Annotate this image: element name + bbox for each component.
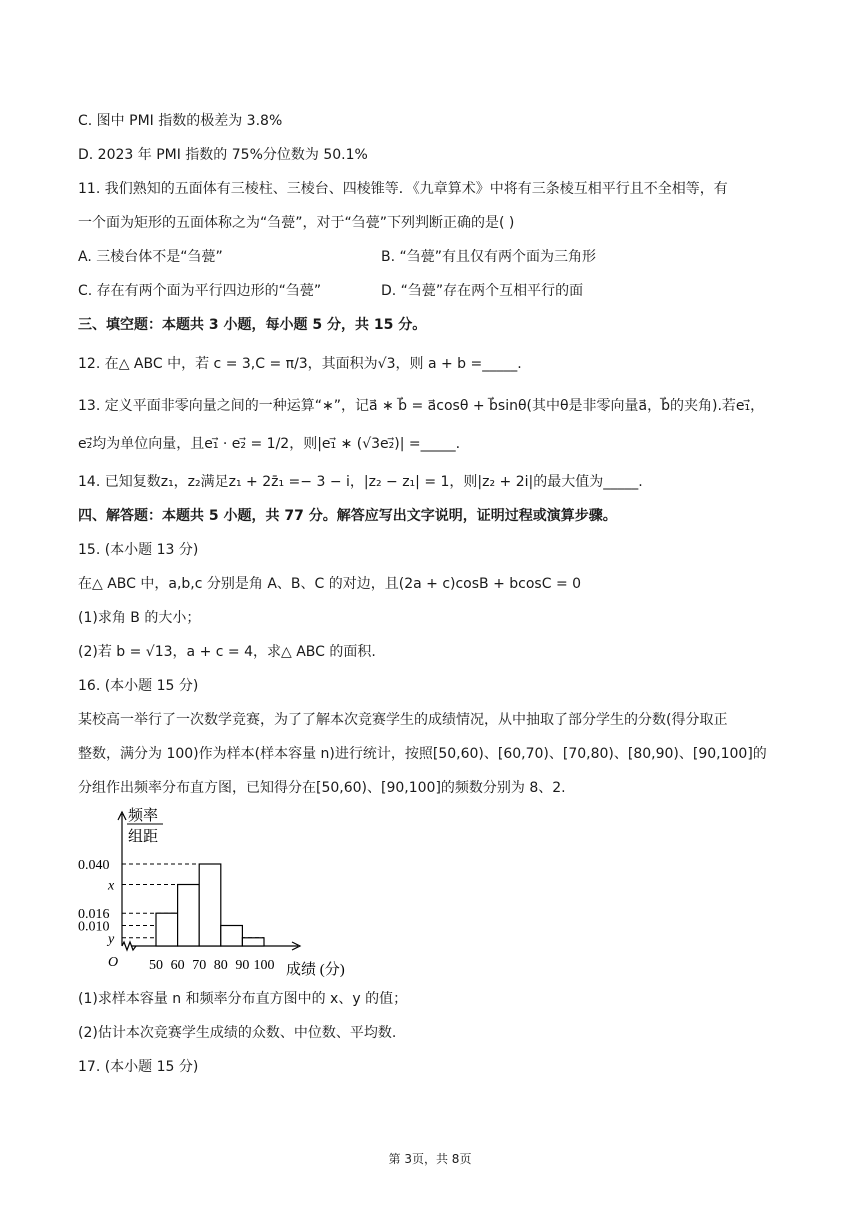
q13-line1: 13. 定义平面非零向量之间的一种运算“∗”，记a⃗ ∗ b⃗ = a⃗cosθ + b⃗sinθ(其中θ是非零向量a⃗，b⃗的夹角).若e₁⃗， xyxy=(78,398,765,414)
origin-label: O xyxy=(108,955,119,970)
histogram-bar xyxy=(178,885,200,947)
q16-stem-line1: 某校高一举行了一次数学竞赛，为了了解本次竞赛学生的成绩情况，从中抽取了部分学生的分数(得分取正 xyxy=(78,712,728,728)
q13-line2: e₂⃗均为单位向量，且e₁⃗ · e₂⃗ = 1/2，则|e₁⃗ ∗ (√3e₂⃗)| =_____. xyxy=(78,436,461,452)
q12: 12. 在△ ABC 中，若 c = 3,C = π/3，其面积为√3，则 a + b =_____. xyxy=(78,356,522,372)
section-4-heading: 四、解答题：本题共 5 小题，共 77 分。解答应写出文字说明，证明过程或演算步骤。 xyxy=(78,508,617,524)
x-tick-label: 60 xyxy=(170,958,185,973)
x-tick-label: 50 xyxy=(149,958,163,973)
q16-header: 16. (本小题 15 分) xyxy=(78,678,199,694)
histogram-bar xyxy=(156,913,178,946)
histogram-bar xyxy=(221,926,243,947)
q16-stem-line2: 整数，满分为 100)作为样本(样本容量 n)进行统计，按照[50,60)、[60,70)、[70,80)、[80,90)、[90,100]的 xyxy=(78,746,767,762)
x-tick-label: 100 xyxy=(253,958,275,973)
q11-option-d: D. “刍甍”存在两个互相平行的面 xyxy=(381,283,584,299)
x-tick-label: 90 xyxy=(235,958,250,973)
q16-stem-line3: 分组作出频率分布直方图，已知得分在[50,60)、[90,100]的频数分别为 8、2. xyxy=(78,780,566,796)
frequency-histogram xyxy=(78,806,370,978)
q11-option-b: B. “刍甍”有且仅有两个面为三角形 xyxy=(381,249,597,265)
y-label-top: 频率 xyxy=(128,808,159,824)
q15-part1: (1)求角 B 的大小； xyxy=(78,610,201,626)
histogram-bar xyxy=(199,864,221,946)
q11-option-a: A. 三棱台体不是“刍甍” xyxy=(78,249,223,265)
q16-part2: (2)估计本次竞赛学生成绩的众数、中位数、平均数. xyxy=(78,1025,397,1041)
y-tick-label: y xyxy=(108,931,115,947)
section-3-heading: 三、填空题：本题共 3 小题，每小题 5 分，共 15 分。 xyxy=(78,317,427,333)
y-tick-label: 0.040 xyxy=(78,858,110,873)
q11-line1: 11. 我们熟知的五面体有三棱柱、三棱台、四棱锥等．《九章算术》中将有三条棱互相平行且不全相等，有 xyxy=(78,181,728,197)
q16-part1: (1)求样本容量 n 和频率分布直方图中的 x、y 的值； xyxy=(78,991,408,1007)
q15-stem: 在△ ABC 中，a,b,c 分别是角 A、B、C 的对边，且(2a + c)cosB + bcosC = 0 xyxy=(78,576,582,592)
q17-header: 17. (本小题 15 分) xyxy=(78,1059,199,1075)
x-axis-label: 成绩 (分) xyxy=(286,962,345,978)
histogram-bar xyxy=(242,938,264,946)
q11-option-c: C. 存在有两个面为平行四边形的“刍甍” xyxy=(78,283,322,299)
q15-part2: (2)若 b = √13，a + c = 4，求△ ABC 的面积. xyxy=(78,644,376,660)
y-tick-label: 0.010 xyxy=(78,919,110,935)
page-footer: 第 3页，共 8页 xyxy=(388,1152,472,1166)
y-label-bottom: 组距 xyxy=(128,829,159,845)
q14: 14. 已知复数z₁，z₂满足z₁ + 2z̄₁ =− 3 − i，|z₂ − z₁| = 1，则|z₂ + 2i|的最大值为_____. xyxy=(78,474,643,490)
y-tick-label: 0.016 xyxy=(78,907,110,923)
option-c: C. 图中 PMI 指数的极差为 3.8% xyxy=(78,113,283,129)
x-tick-label: 70 xyxy=(192,958,207,973)
x-tick-label: 80 xyxy=(213,958,228,973)
q15-header: 15. (本小题 13 分) xyxy=(78,542,199,558)
y-tick-label: x xyxy=(108,878,115,894)
option-d: D. 2023 年 PMI 指数的 75%分位数为 50.1% xyxy=(78,147,368,163)
q11-line2: 一个面为矩形的五面体称之为“刍甍”，对于“刍甍”下列判断正确的是( ) xyxy=(78,215,515,231)
